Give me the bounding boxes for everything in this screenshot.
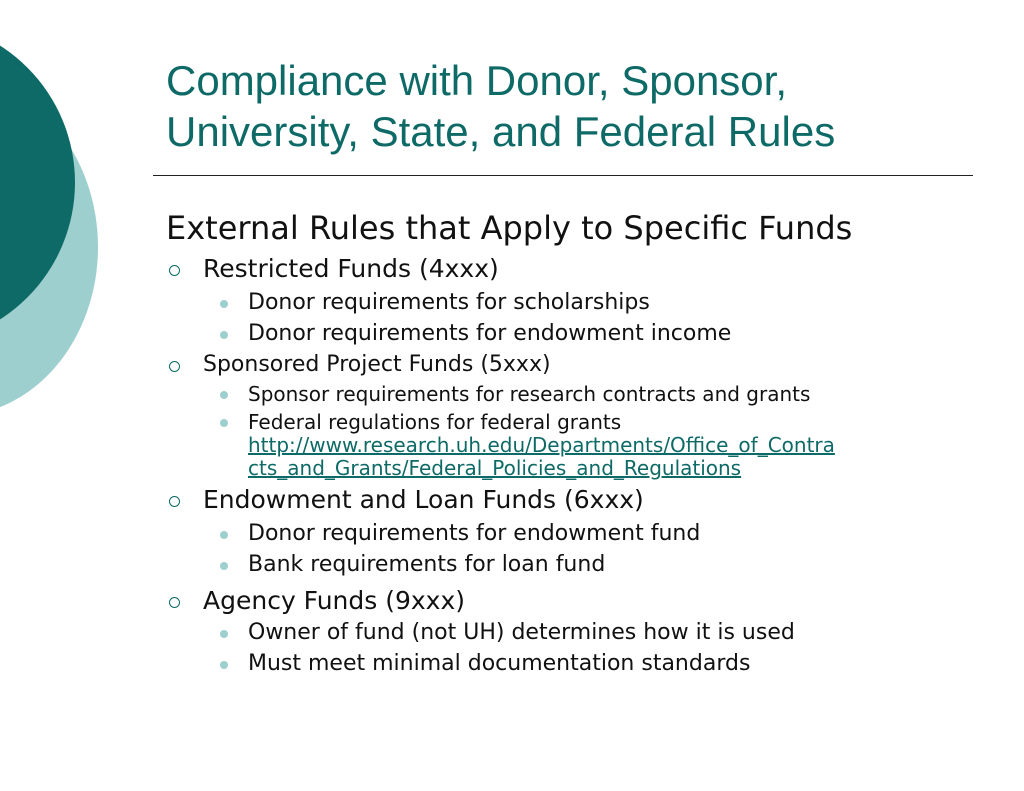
slide-title-line-1: Compliance with Donor, Sponsor,: [166, 57, 787, 104]
list-item: Donor requirements for scholarships: [248, 290, 650, 315]
section-endowment-loan-funds: Endowment and Loan Funds (6xxx): [203, 485, 644, 514]
dot-bullet-icon: [220, 562, 228, 570]
dot-bullet-icon: [220, 630, 228, 638]
dot-bullet-icon: [220, 661, 228, 669]
federal-regulations-link-line-1[interactable]: http://www.research.uh.edu/Departments/Office_of_Contra: [248, 433, 835, 457]
list-item: Owner of fund (not UH) determines how it is used: [248, 620, 795, 645]
section-restricted-funds: Restricted Funds (4xxx): [203, 254, 499, 283]
list-item: Donor requirements for endowment income: [248, 321, 732, 346]
list-item: Sponsor requirements for research contracts and grants: [248, 382, 811, 406]
dot-bullet-icon: [220, 391, 228, 399]
list-item: Must meet minimal documentation standards: [248, 651, 751, 676]
hollow-circle-bullet-icon: [169, 496, 180, 507]
hollow-circle-bullet-icon: [169, 265, 180, 276]
list-item: Donor requirements for endowment fund: [248, 521, 701, 546]
federal-regulations-link-line-2[interactable]: cts_and_Grants/Federal_Policies_and_Regulations: [248, 456, 742, 480]
slide-title: [166, 55, 986, 157]
hollow-circle-bullet-icon: [169, 597, 180, 608]
dot-bullet-icon: [220, 331, 228, 339]
dot-bullet-icon: [220, 419, 228, 427]
list-item: Federal regulations for federal grants: [248, 410, 622, 434]
slide-title-line-2: University, State, and Federal Rules: [166, 108, 836, 155]
hollow-circle-bullet-icon: [169, 361, 180, 372]
title-divider: [153, 175, 973, 176]
subheading: External Rules that Apply to Specific Funds: [166, 209, 853, 247]
dot-bullet-icon: [220, 300, 228, 308]
dot-bullet-icon: [220, 531, 228, 539]
list-item: Bank requirements for loan fund: [248, 552, 606, 577]
section-sponsored-project-funds: Sponsored Project Funds (5xxx): [203, 352, 551, 377]
section-agency-funds: Agency Funds (9xxx): [203, 586, 466, 615]
